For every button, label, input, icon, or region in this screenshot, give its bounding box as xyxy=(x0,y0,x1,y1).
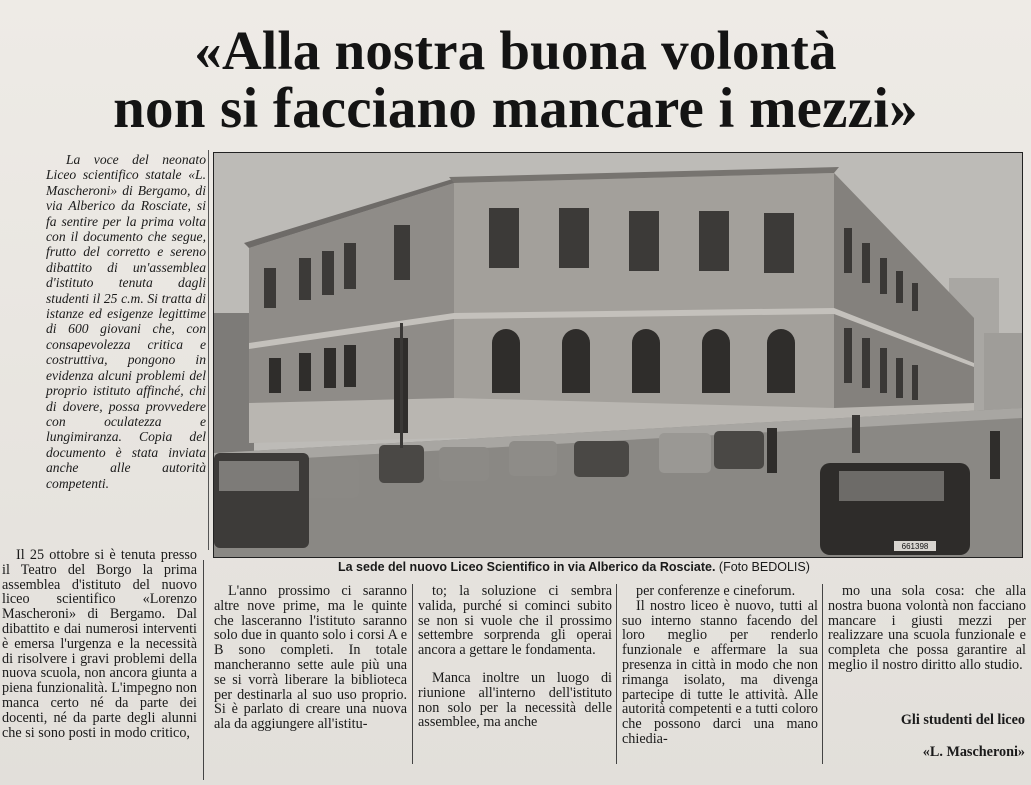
headline-line-2: non si facciano mancare i mezzi» xyxy=(113,77,918,140)
column-divider xyxy=(822,584,823,764)
article-column-3 xyxy=(418,584,612,730)
headline xyxy=(8,22,1023,138)
caption-text: La sede del nuovo Liceo Scientifico in via Alberico da Rosciate. xyxy=(338,560,716,574)
column-divider xyxy=(616,584,617,764)
intro-paragraph xyxy=(46,152,206,491)
school-building-photo xyxy=(213,152,1023,558)
intro-text: La voce del neonato Liceo scientifico statale «L. Mascheroni» di Bergamo, di via Alberico da Rosciate, si fa sentire per la prima volta con il documento che segue, frutto del corretto e sereno dibattito di un'assemblea d'istituto tenuta dagli studenti il 25 c.m. Si tratta di istanze ed esigenze legittime di 600 giovani che, con consapevolezza critica e costruttiva, pongono in evidenza alcuni problemi del proprio istituto affinché, chi di dovere, possa provvedere con oculatezza e lungimiranza. Copia del documento è stata inviata anche alle autorità competenti. xyxy=(46,152,206,491)
article-column-1 xyxy=(2,548,197,740)
column-3-text-a: to; la soluzione ci sembra valida, purché si cominci subito se non si vuole che il prossimo settembre sorprenda gli operai ancora a gettare le fondamenta. xyxy=(418,583,612,659)
column-divider xyxy=(412,584,413,764)
license-plate: 661398 xyxy=(901,542,929,551)
column-5-text: mo una sola cosa: che alla nostra buona volontà non facciano mancare i giusti mezzi per realizzare una scuola funzionale e completa che possa garantire al meglio il nostro diritto allo studio. xyxy=(828,583,1026,673)
column-4-text-a: per conferenze e cineforum. xyxy=(636,583,796,599)
column-3-text-b: Manca inoltre un luogo di riunione all'interno dell'istituto non solo per la necessità delle assemblee, ma anche xyxy=(418,669,612,731)
signature-line-1: Gli studenti del liceo xyxy=(900,712,1025,728)
column-4-text-b: Il nostro liceo è nuovo, tutti al suo interno stanno facendo del loro meglio per renderlo funzionale e affermare la sua presenza in città in modo che non rimanga isolato, ma divenga partecipe di tutte le attività. Alle autorità competenti e a tutti coloro che possono darci una mano chiedia- xyxy=(622,597,818,747)
photo-caption xyxy=(338,560,1018,574)
article-column-2 xyxy=(214,584,407,732)
column-divider xyxy=(203,560,204,780)
column-divider xyxy=(208,150,209,550)
headline-line-1: «Alla nostra buona volontà xyxy=(194,20,837,81)
signature-line-2: «L. Mascheroni» xyxy=(922,744,1025,760)
column-1-text: Il 25 ottobre si è tenuta presso il Teatro del Borgo la prima assemblea d'istituto del nuovo liceo scientifico «Lorenzo Mascheroni» di Bergamo. Dal dibattito e dai numerosi interventi è emersa l'urgenza e la necessità di risolvere i gravi problemi della nuova scuola, non ancora giunta a piena funzionalità. L'impegno non manca certo né da parte dei docenti, né da parte degli alunni che si sono posti in modo critico, xyxy=(2,547,197,741)
photo-credit: (Foto BEDOLIS) xyxy=(718,560,810,574)
article-column-4 xyxy=(622,584,818,747)
column-2-text: L'anno prossimo ci saranno altre nove prime, ma le quinte che lasceranno l'istituto saranno solo due in quanto solo i corsi A e B sono completi. In totale mancheranno sette aule più una se si vorrà liberare la biblioteca per destinarla al suo uso proprio. Si è parlato di creare una nuova ala da aggiungere all'istitu- xyxy=(214,583,407,733)
article-column-5 xyxy=(828,584,1026,673)
